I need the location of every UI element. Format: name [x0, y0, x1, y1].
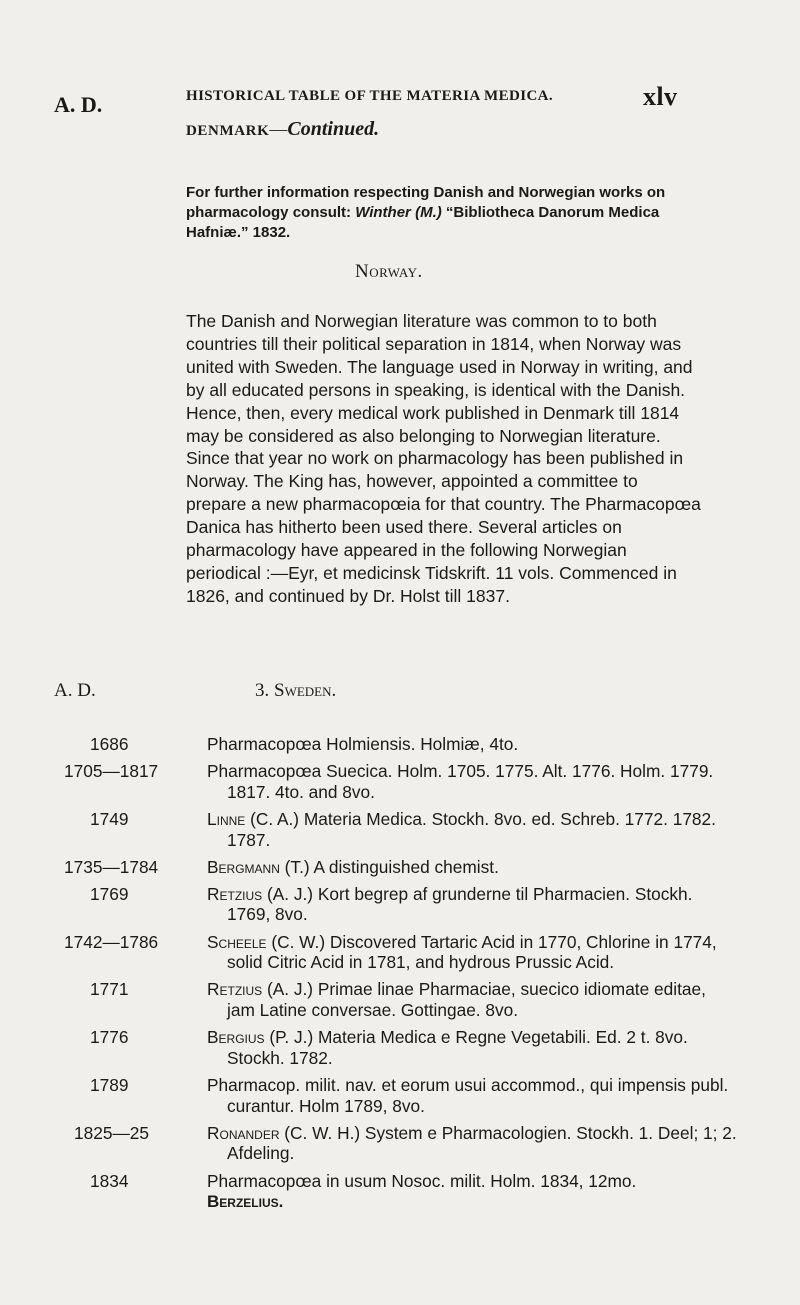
- sweden-heading: 3. Sweden.: [255, 680, 337, 701]
- entry-name: Bergius: [207, 1027, 265, 1048]
- entry-name: Ronander: [207, 1122, 280, 1143]
- intro-author: Winther: [355, 204, 411, 221]
- closing-name: Berzelius.: [207, 1191, 284, 1211]
- list-item: [0, 884, 800, 925]
- ad-label-sweden: A. D.: [54, 680, 96, 701]
- entry-body: (P. J.) Materia Medica e Regne Vegetabili. Ed. 2 t. 8vo. Stockh. 1782.: [227, 1027, 688, 1068]
- list-item: [0, 1171, 800, 1192]
- list-item: [0, 761, 800, 802]
- entry-body: (C. W. H.) System e Pharmacologien. Stockh. 1. Deel; 1; 2. Afdeling.: [227, 1122, 737, 1164]
- entry-body: Pharmacopœa in usum Nosoc. milit. Holm. 1834, 12mo.: [207, 1170, 637, 1191]
- page-number: xlv: [643, 82, 678, 111]
- entry-year: 1834: [90, 1170, 129, 1191]
- denmark-dash: —: [269, 119, 288, 139]
- sweden-entry-list: [0, 734, 800, 1212]
- entry-text: [207, 734, 737, 755]
- entry-year: 1742—1786: [64, 931, 159, 952]
- entry-body: (C. W.) Discovered Tartaric Acid in 1770, Chlorine in 1774, solid Citric Acid in 1781, and hydrous Prussic Acid.: [227, 931, 717, 973]
- entry-text: [207, 1027, 737, 1068]
- intro-text-after: “Bibliotheca Danorum Medica Hafniæ.” 1832.: [186, 204, 660, 241]
- entry-body: (T.) A distinguished chemist.: [279, 856, 499, 877]
- continued-label: Continued.: [287, 118, 380, 140]
- entry-year: 1686: [90, 734, 129, 754]
- intro-author-initial: (M.): [415, 204, 442, 221]
- entry-year: 1771: [90, 979, 129, 1000]
- entry-body: (C. A.) Materia Medica. Stockh. 8vo. ed. Schreb. 1772. 1782. 1787.: [227, 808, 716, 850]
- entry-body: Pharmacop. milit. nav. et eorum usui accommod., qui impensis publ. curantur. Holm 1789, 8vo.: [207, 1074, 729, 1116]
- entry-body: (A. J.) Kort begrep af grunderne til Pharmacien. Stockh. 1769, 8vo.: [227, 883, 693, 925]
- entry-body: Pharmacopœa Holmiensis. Holmiæ, 4to.: [207, 734, 519, 754]
- entry-text: [207, 1123, 737, 1164]
- list-item: [0, 979, 800, 1020]
- list-item: [0, 857, 800, 878]
- entry-year: 1769: [90, 883, 129, 904]
- intro-text-before: For further information respecting Danish and Norwegian works on pharmacology consult:: [186, 184, 666, 221]
- list-item: [0, 932, 800, 973]
- entry-year: 1776: [90, 1027, 129, 1048]
- entry-year: 1749: [90, 808, 129, 829]
- list-item: [0, 809, 800, 850]
- norway-paragraph: The Danish and Norwegian literature was common to to both countries till their political separation in 1814, when Norway was united with Sweden. The language used in Norway in writing, and by all educated persons in speaking, is identical with the Danish. Hence, then, every medical work published in Denmark till 1814 may be considered as also belonging to Norwegian literature. Since that year no work on pharmacology has been published in Norway. The King has, however, appointed a committee to prepare a new pharmacopœia for that country. The Pharmacopœa Danica has hitherto been used there. Several articles on pharmacology have appeared in the following Norwegian periodical :—Eyr, et medicinsk Tidskrift. 11 vols. Commenced in 1826, and continued by Dr. Holst till 1837.: [186, 311, 701, 606]
- entry-text: [207, 1075, 737, 1116]
- denmark-heading: [186, 118, 379, 141]
- entry-text: [207, 1171, 737, 1192]
- entry-text: [207, 857, 737, 878]
- entry-text: [207, 761, 737, 802]
- list-item: [0, 1027, 800, 1068]
- entry-name: Linne: [207, 808, 246, 829]
- entry-text: [207, 884, 737, 925]
- entry-year: 1789: [90, 1074, 129, 1095]
- entry-year: 1735—1784: [64, 856, 159, 877]
- list-item: [0, 1123, 800, 1164]
- entry-name: Bergmann: [207, 856, 280, 877]
- intro-paragraph: [186, 183, 698, 243]
- denmark-label: DENMARK: [186, 123, 270, 139]
- entry-body: (A. J.) Primae linae Pharmaciae, suecico idiomate editae, jam Latine conversae. Gottingae. 8vo.: [227, 979, 706, 1021]
- entry-text: [207, 932, 737, 973]
- norway-heading: Norway.: [355, 261, 423, 282]
- running-head-title: HISTORICAL TABLE OF THE MATERIA MEDICA.: [186, 88, 554, 104]
- entry-name: Scheele: [207, 931, 267, 952]
- entry-name: Retzius: [207, 979, 263, 1000]
- entry-body: Pharmacopœa Suecica. Holm. 1705. 1775. Alt. 1776. Holm. 1779. 1817. 4to. and 8vo.: [207, 761, 714, 802]
- list-item: [0, 1075, 800, 1116]
- entry-name: Retzius: [207, 883, 263, 904]
- list-item: [0, 734, 800, 755]
- entry-text: [207, 979, 737, 1020]
- entry-year: 1825—25: [74, 1122, 149, 1143]
- entry-text: [207, 809, 737, 850]
- ad-label-top: A. D.: [54, 92, 103, 117]
- entry-year: 1705—1817: [64, 761, 159, 782]
